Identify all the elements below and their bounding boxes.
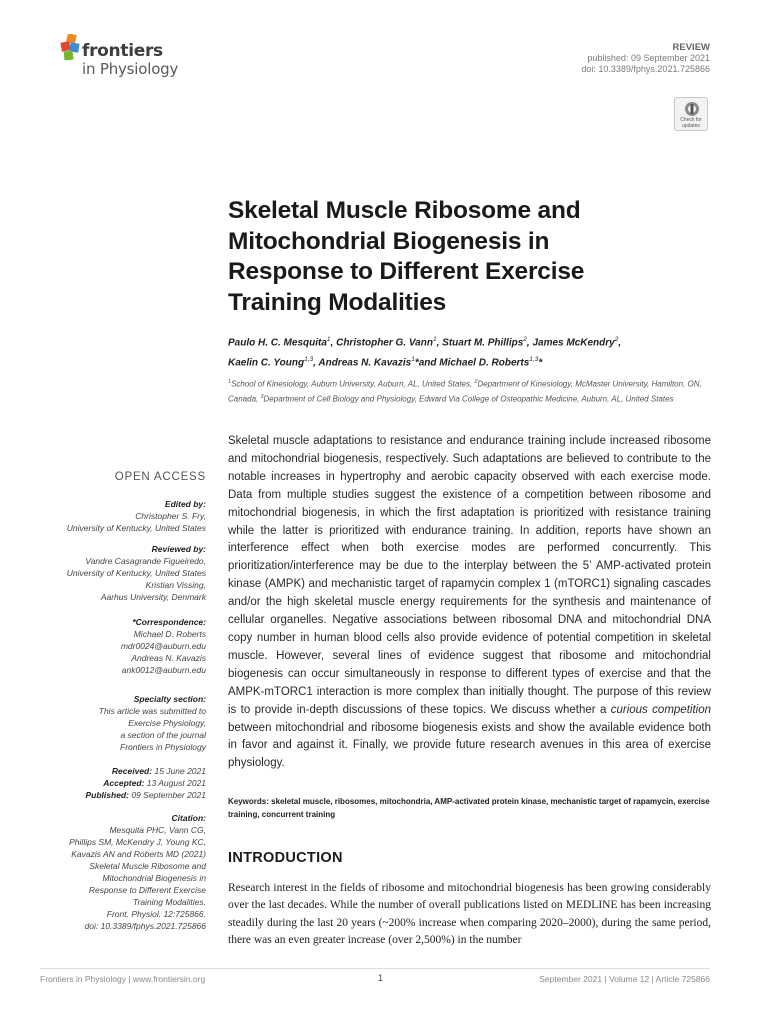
footer-divider xyxy=(40,968,710,969)
abstract-part: between mitochondrial and ribosome biogenesis exists and show the available evidence both in favor and against it. Finally, we provide future research avenues in this area of exercise physiology. xyxy=(228,721,711,770)
reviewer: Kristian Vissing, xyxy=(145,580,206,590)
correspondent-name: Michael D. Roberts xyxy=(133,629,206,639)
author-sep: , xyxy=(526,337,533,349)
specialty-line: Exercise Physiology, xyxy=(128,718,206,728)
author-name[interactable]: Andreas N. Kavazis xyxy=(318,357,412,369)
author-name[interactable]: James McKendry xyxy=(532,337,615,349)
author-name[interactable]: Paulo H. C. Mesquita xyxy=(228,337,327,349)
author-affil-sup: 1 xyxy=(326,336,331,343)
affiliations xyxy=(228,376,718,405)
abstract-text xyxy=(228,433,711,773)
journal-logo[interactable] xyxy=(58,34,208,80)
published-date: published: 09 September 2021 xyxy=(587,53,710,63)
affiliation: School of Kinesiology, Auburn University, Auburn, AL, United States, xyxy=(231,379,475,389)
author-sep: *and xyxy=(414,357,440,369)
specialty-block xyxy=(40,693,206,753)
citation-label: Citation: xyxy=(171,813,206,823)
author-affil-sup: 2 xyxy=(614,336,619,343)
abstract-italic: curious competition xyxy=(610,703,711,716)
citation-line: Front. Physiol. 12:725866. xyxy=(106,909,206,919)
affiliation: Department of Cell Biology and Physiology, Edward Via College of Osteopathic Medicine, Auburn, AL, United States xyxy=(263,394,674,404)
reviewed-by-label: Reviewed by: xyxy=(151,544,206,554)
author-line-2 xyxy=(228,351,708,371)
frontiers-logo-icon xyxy=(58,34,84,62)
article-meta xyxy=(581,42,710,75)
correspondence-block xyxy=(40,616,206,676)
published-label: Published: xyxy=(85,790,129,800)
affil-sup: 3 xyxy=(260,393,264,400)
affil-sup: 2 xyxy=(474,379,478,385)
author-name[interactable]: Michael D. Roberts xyxy=(439,357,530,369)
affil-sup: 1 xyxy=(228,379,232,385)
specialty-label: Specialty section: xyxy=(133,694,206,704)
author-affil-sup: 1,3 xyxy=(304,356,314,364)
citation-doi[interactable]: doi: 10.3389/fphys.2021.725866 xyxy=(84,921,206,931)
specialty-line: Frontiers in Physiology xyxy=(120,742,206,752)
correspondent-email[interactable]: mdr0024@auburn.edu xyxy=(120,641,206,651)
reviewer: University of Kentucky, United States xyxy=(66,568,206,578)
author-affil-sup: 1,3 xyxy=(529,356,539,364)
correspondent-name: Andreas N. Kavazis xyxy=(131,653,206,663)
citation-line: Mitochondrial Biogenesis in xyxy=(102,873,206,883)
author-affil-sup: 1 xyxy=(411,356,415,364)
footer-issue-info: September 2021 | Volume 12 | Article 725866 xyxy=(539,974,710,984)
section-heading-introduction: INTRODUCTION xyxy=(228,850,343,866)
author-sep: , xyxy=(313,357,319,369)
abstract xyxy=(228,433,711,773)
title-line: Training Modalities xyxy=(228,288,447,316)
accepted-date: 13 August 2021 xyxy=(146,778,206,788)
edited-by-label: Edited by: xyxy=(164,499,206,509)
citation-line: Mesquita PHC, Vann CG, xyxy=(109,825,206,835)
citation-block xyxy=(40,812,206,932)
published-row xyxy=(40,789,206,801)
reviewed-by-block xyxy=(40,543,206,603)
author-sep: * xyxy=(538,357,543,369)
edited-by-block xyxy=(40,498,206,534)
author-line-1 xyxy=(228,331,708,351)
title-line: Response to Different Exercise xyxy=(228,258,585,285)
introduction-paragraph: Research interest in the fields of ribosome and mitochondrial biogenesis has been growing considerably over the last decades. While the number of overall publications listed on MEDLINE has been increasing steadily during the last 20 years (~200% increase when comparing 2020–2000), during the same period, there was an even greater increase (over 2,500%) in the number xyxy=(228,882,711,946)
article-type: REVIEW xyxy=(672,42,710,53)
citation-line: Skeletal Muscle Ribosome and xyxy=(89,861,206,871)
editor-name: Christopher S. Fry, xyxy=(135,511,206,521)
dates-block xyxy=(40,765,206,801)
specialty-line: a section of the journal xyxy=(120,730,206,740)
received-date: 15 June 2021 xyxy=(154,766,206,776)
received-row xyxy=(40,765,206,777)
accepted-row xyxy=(40,777,206,789)
author-affil-sup: 1 xyxy=(432,336,437,343)
author-list xyxy=(228,331,708,372)
author-affil-sup: 2 xyxy=(523,336,527,343)
reviewer: Aarhus University, Denmark xyxy=(100,592,206,602)
author-name[interactable]: Christopher G. Vann xyxy=(336,337,433,349)
published-date-side: 09 September 2021 xyxy=(131,790,206,800)
specialty-line: This article was submitted to xyxy=(98,706,206,716)
author-name[interactable]: Kaelin C. Young xyxy=(228,357,305,369)
article-title xyxy=(228,196,678,318)
correspondent-email[interactable]: ank0012@auburn.edu xyxy=(121,665,206,675)
open-access-label: OPEN ACCESS xyxy=(114,471,206,483)
page-number: 1 xyxy=(378,973,384,983)
affiliation: Department of Kinesiology, McMaster University, Hamilton, ON, Canada, xyxy=(228,379,702,404)
check-for-updates-button[interactable] xyxy=(674,97,708,131)
check-updates-icon xyxy=(684,101,700,117)
author-name[interactable]: Stuart M. Phillips xyxy=(442,337,524,349)
logo-word-frontiers: frontiers xyxy=(82,41,163,61)
accepted-label: Accepted: xyxy=(103,778,145,788)
correspondence-label: *Correspondence: xyxy=(132,617,206,627)
author-sep: , xyxy=(618,337,622,349)
citation-line: Kavazis AN and Roberts MD (2021) xyxy=(71,849,206,859)
title-line: Mitochondrial Biogenesis in xyxy=(228,227,550,255)
citation-line: Response to Different Exercise xyxy=(88,885,206,895)
author-sep: , xyxy=(330,337,337,349)
abstract-part: Skeletal muscle adaptations to resistance and endurance training include increased ribosome and mitochondrial biogenesis, respectively. Such adaptations are believed to contribute to the notable increases in hypertrophy and aerobic capacity observed with each exercise mode. Data from multiple studies suggest the existence of a competition between ribosome and mitochondrial biogenesis, in which the first adaptation is prioritized with resistance training while the latter is prioritized with endurance training. In addition, reports have shown an interference effect when both exercise modes are performed concurrently. This prioritization/interference may be due to the interplay between the 5’ AMP-activated protein kinase (AMPK) and mechanistic target of rapamycin complex 1 (mTORC1) signaling cascades and/or the high skeletal muscle energy requirements for the synthesis and maintenance of cellular organelles. Negative associations between ribosomal DNA and mitochondrial DNA copy number in human blood cells also provide evidence of potential competition in skeletal muscle. However, several lines of evidence suggest that ribosome and mitochondrial biogenesis can occur simultaneously in response to different types of exercise and that the AMPK-mTORC1 interaction is more complex than initially thought. The purpose of this review is to provide in-depth discussions of these topics. We discuss whether a xyxy=(228,435,711,716)
received-label: Received: xyxy=(111,766,153,776)
logo-word-journal: in Physiology xyxy=(82,60,179,78)
check-updates-label: Check for updates xyxy=(680,117,702,129)
article-doi[interactable]: doi: 10.3389/fphys.2021.725866 xyxy=(581,64,710,74)
citation-line: Training Modalities. xyxy=(132,897,206,907)
reviewer: Vandre Casagrande Figueiredo, xyxy=(85,556,206,566)
title-line: Skeletal Muscle Ribosome and xyxy=(228,197,581,224)
keywords: Keywords: skeletal muscle, ribosomes, mitochondria, AMP-activated protein kinase, mechanistic target of rapamycin, exercise training, concurrent training xyxy=(228,797,710,819)
author-sep: , xyxy=(436,337,443,349)
citation-line: Phillips SM, McKendry J, Young KC, xyxy=(69,837,206,847)
footer-journal-link[interactable]: Frontiers in Physiology | www.frontiersin.org xyxy=(40,974,206,984)
editor-affil: University of Kentucky, United States xyxy=(66,523,206,533)
